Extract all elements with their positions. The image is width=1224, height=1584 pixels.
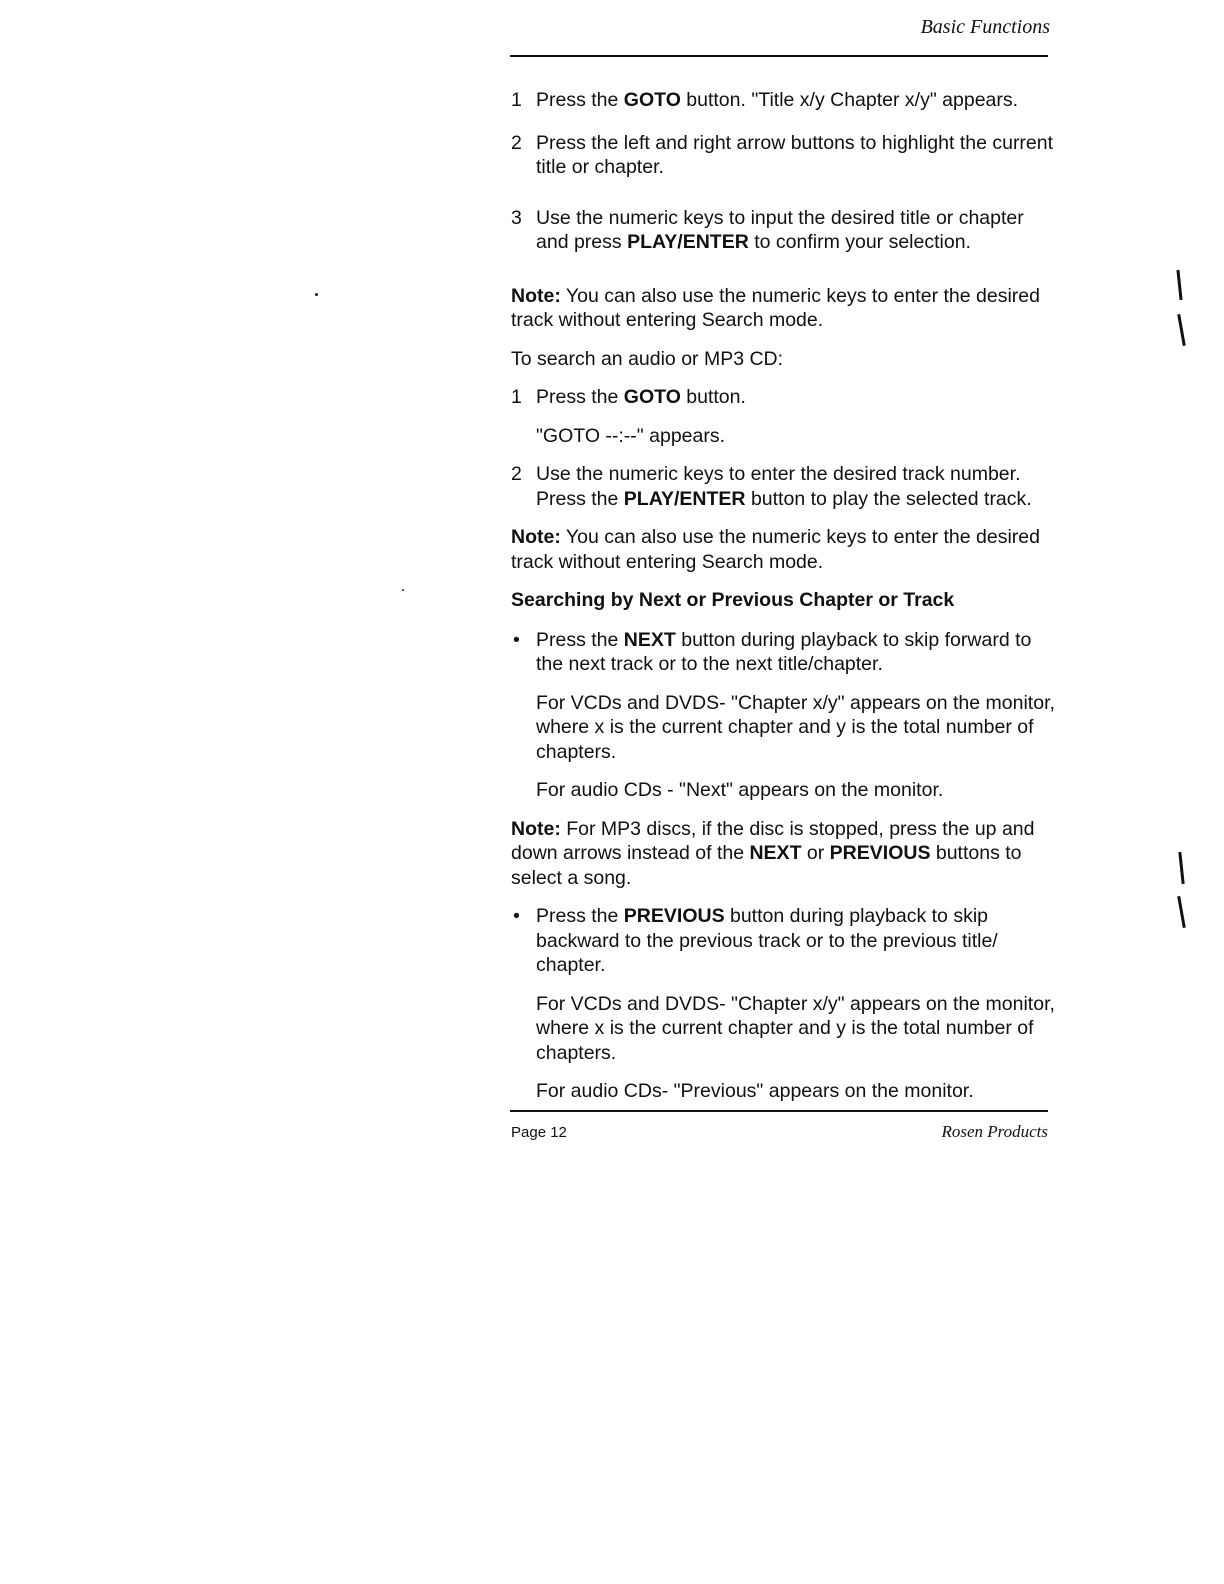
note-text: or (801, 842, 830, 864)
step-text: button. (680, 386, 746, 408)
bullet-item (511, 904, 1056, 978)
running-header: Basic Functions (920, 16, 1050, 38)
note-label: Note: (511, 284, 561, 307)
step-item (511, 88, 1056, 113)
bullet-item (511, 628, 1056, 677)
scan-speck (315, 293, 318, 296)
page-number: Page 12 (511, 1124, 567, 1141)
note-paragraph (511, 817, 1056, 891)
step-number: 1 (511, 386, 522, 408)
play-enter-button-ref: PLAY/ENTER (627, 231, 749, 253)
step-text: to confirm your selection. (748, 231, 971, 253)
step-item (511, 385, 1056, 410)
step-subtext: "GOTO --:--" appears. (536, 424, 726, 447)
note-text: You can also use the numeric keys to enter the desired track without entering Search mode. (511, 284, 1040, 331)
binder-mark (1177, 896, 1186, 928)
bullet-detail: For VCDs and DVDS- "Chapter x/y" appears on the monitor, where x is the current chapter and y is the total number of chapters. (536, 691, 1055, 763)
step-text: Use the numeric keys to enter the desired track number. Press the (536, 463, 1021, 510)
step-number: 2 (511, 463, 522, 485)
step-item (511, 131, 1056, 180)
bullet-text: button during playback to skip forward to the next track or to the next title/chapter. (536, 628, 1032, 675)
step-text: Use the numeric keys to input the desired title or chapter and press (536, 206, 1024, 253)
bullet-text: Press the (536, 905, 624, 927)
step-number: 1 (511, 89, 522, 111)
bullet-detail: For audio CDs- "Previous" appears on the monitor. (536, 1080, 974, 1102)
note-label: Note: (511, 817, 561, 840)
scan-speck (402, 589, 404, 591)
section-heading: Searching by Next or Previous Chapter or Track (511, 589, 955, 611)
bullet-detail: For audio CDs - "Next" appears on the monitor. (536, 779, 944, 801)
note-paragraph (511, 525, 1056, 574)
binder-mark (1178, 852, 1184, 884)
header-rule (510, 55, 1048, 57)
step-text: Press the (536, 386, 624, 408)
bullet-marker: • (513, 905, 520, 927)
step-text: button. "Title x/y Chapter x/y" appears. (680, 89, 1019, 111)
bullet-text: button during playback to skip backward to the previous track or to the previous title/ chapter. (536, 905, 998, 976)
play-enter-button-ref: PLAY/ENTER (623, 487, 746, 510)
footer-rule (510, 1110, 1048, 1112)
bullet-detail: For VCDs and DVDS- "Chapter x/y" appears on the monitor, where x is the current chapter and y is the total number of chapters. (536, 992, 1055, 1064)
step-number: 3 (511, 206, 522, 229)
note-paragraph (511, 284, 1056, 333)
next-button-ref: NEXT (749, 842, 802, 864)
binder-mark (1176, 270, 1182, 300)
previous-button-ref: PREVIOUS (623, 905, 725, 927)
goto-button-ref: GOTO (623, 89, 681, 111)
page-body (511, 88, 1056, 1104)
note-label: Note: (511, 526, 561, 548)
audio-intro: To search an audio or MP3 CD: (511, 347, 784, 370)
step-text: Press the left and right arrow buttons to highlight the current title or chapter. (536, 131, 1054, 178)
step-item (511, 462, 1056, 511)
note-text: buttons to select a song. (511, 842, 1022, 889)
step-number: 2 (511, 131, 522, 154)
step-text: Press the (536, 89, 624, 111)
step-text: button to play the selected track. (745, 487, 1032, 510)
footer-brand: Rosen Products (941, 1122, 1048, 1141)
next-button-ref: NEXT (623, 628, 676, 651)
previous-button-ref: PREVIOUS (829, 842, 931, 864)
bullet-marker: • (513, 628, 520, 651)
bullet-text: Press the (536, 628, 624, 651)
step-item (511, 206, 1056, 255)
note-text: You can also use the numeric keys to enter the desired track without entering Search mode. (511, 526, 1040, 573)
goto-button-ref: GOTO (623, 386, 681, 408)
binder-mark (1177, 314, 1186, 346)
note-text: For MP3 discs, if the disc is stopped, press the up and down arrows instead of the (511, 817, 1035, 864)
